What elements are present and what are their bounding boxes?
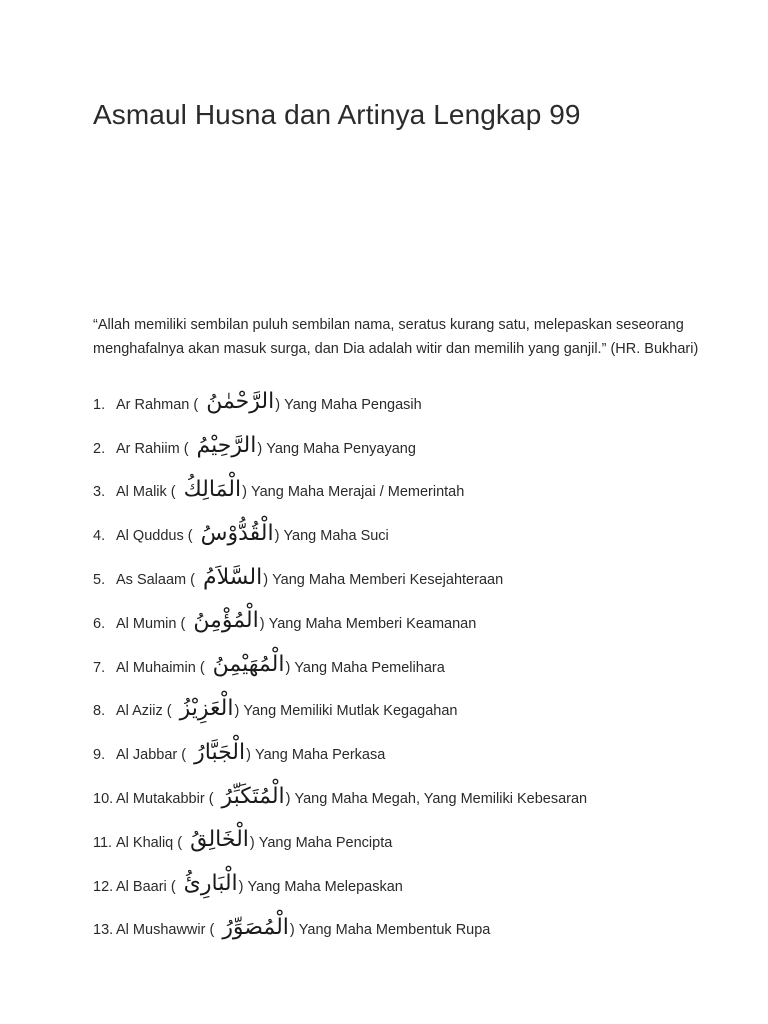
- open-paren: (: [199, 659, 205, 676]
- item-number: 4.: [93, 528, 106, 545]
- item-arabic-name: الْعَزِيْزُ: [179, 695, 234, 721]
- item-arabic-name: الْمُؤْمِنُ: [193, 608, 259, 634]
- open-paren: (: [170, 878, 176, 895]
- close-paren: ): [285, 659, 291, 676]
- item-latin-name: Al Mushawwir: [116, 922, 206, 939]
- item-meaning: Yang Maha Memberi Kesejahteraan: [272, 572, 504, 589]
- open-paren: (: [183, 440, 189, 457]
- open-paren: (: [177, 834, 183, 851]
- close-paren: ): [289, 922, 295, 939]
- item-latin-name: Al Jabbar: [116, 747, 178, 764]
- item-number: 7.: [93, 659, 106, 676]
- item-meaning: Yang Memiliki Mutlak Kegagahan: [243, 703, 458, 720]
- close-paren: ): [275, 396, 281, 413]
- list-item: [93, 821, 587, 865]
- item-arabic-name: الْمُهَيْمِنُ: [212, 652, 285, 678]
- item-number: 9.: [93, 747, 106, 764]
- open-paren: (: [181, 747, 187, 764]
- item-meaning: Yang Maha Perkasa: [255, 747, 386, 764]
- item-meaning: Yang Maha Membentuk Rupa: [298, 922, 491, 939]
- item-arabic-name: الرَّحْمٰنُ: [206, 389, 275, 415]
- list-item: [93, 690, 587, 734]
- item-arabic-name: الْمُتَكَبِّرُ: [221, 783, 285, 809]
- open-paren: (: [209, 922, 215, 939]
- open-paren: (: [170, 484, 176, 501]
- item-meaning: Yang Maha Megah, Yang Memiliki Kebesaran: [294, 791, 588, 808]
- item-meaning: Yang Maha Pencipta: [258, 834, 393, 851]
- item-arabic-name: الْمَالِكُ: [183, 476, 242, 502]
- item-meaning: Yang Maha Penyayang: [266, 440, 416, 457]
- list-item: [93, 602, 587, 646]
- quote-line: menghafalnya akan masuk surga, dan Dia adalah witir dan memilih yang ganjil.” (HR. Bukhari): [93, 341, 699, 357]
- item-meaning: Yang Maha Merajai / Memerintah: [251, 484, 465, 501]
- list-item: [93, 383, 587, 427]
- item-meaning: Yang Maha Memberi Keamanan: [268, 615, 477, 632]
- close-paren: ): [238, 878, 244, 895]
- item-number: 1.: [93, 396, 106, 413]
- list-item: [93, 471, 587, 515]
- item-number: 11.: [93, 834, 113, 851]
- item-latin-name: Al Aziiz: [116, 703, 163, 720]
- item-latin-name: As Salaam: [116, 572, 187, 589]
- item-number: 13.: [93, 922, 114, 939]
- item-arabic-name: السَّلاَمُ: [203, 564, 263, 590]
- open-paren: (: [166, 703, 172, 720]
- close-paren: ): [246, 747, 251, 764]
- close-paren: ): [257, 440, 263, 457]
- close-paren: ): [234, 703, 240, 720]
- item-arabic-name: الْجَبَّارُ: [194, 739, 246, 765]
- item-arabic-name: الرَّحِيْمُ: [196, 433, 257, 459]
- item-arabic-name: الْخَالِقُ: [190, 827, 249, 853]
- asmaul-husna-list: [93, 383, 587, 952]
- open-paren: (: [187, 528, 193, 545]
- item-latin-name: Ar Rahiim: [116, 440, 180, 457]
- list-item: [93, 733, 587, 777]
- close-paren: ): [242, 484, 247, 501]
- item-arabic-name: الْقُدُّوْسُ: [200, 520, 274, 546]
- item-latin-name: Al Mumin: [116, 615, 177, 632]
- item-meaning: Yang Maha Suci: [283, 528, 389, 545]
- item-latin-name: Al Baari: [116, 878, 167, 895]
- list-item: [93, 558, 587, 602]
- item-latin-name: Al Mutakabbir: [116, 791, 205, 808]
- list-item: [93, 777, 587, 821]
- item-meaning: Yang Maha Pemelihara: [294, 659, 445, 676]
- list-item: [93, 514, 587, 558]
- item-latin-name: Al Khaliq: [116, 834, 174, 851]
- open-paren: (: [208, 791, 214, 808]
- item-latin-name: Al Quddus: [116, 528, 184, 545]
- list-item: [93, 909, 587, 953]
- close-paren: ): [263, 572, 269, 589]
- item-number: 10.: [93, 791, 114, 808]
- quote-line: “Allah memiliki sembilan puluh sembilan nama, seratus kurang satu, melepaskan seseorang: [93, 317, 684, 333]
- page-title: Asmaul Husna dan Artinya Lengkap 99: [93, 99, 581, 130]
- item-number: 6.: [93, 615, 106, 632]
- item-latin-name: Al Muhaimin: [116, 659, 196, 676]
- item-latin-name: Ar Rahman: [116, 396, 190, 413]
- open-paren: (: [193, 396, 199, 413]
- item-meaning: Yang Maha Melepaskan: [247, 878, 403, 895]
- item-latin-name: Al Malik: [116, 484, 167, 501]
- close-paren: ): [249, 834, 255, 851]
- item-number: 2.: [93, 440, 106, 457]
- item-number: 5.: [93, 572, 106, 589]
- item-number: 12.: [93, 878, 114, 895]
- list-item: [93, 427, 587, 471]
- list-item: [93, 646, 587, 690]
- close-paren: ): [274, 528, 280, 545]
- item-arabic-name: الْمُصَوِّرُ: [222, 914, 289, 940]
- hadith-quote: [93, 313, 733, 361]
- open-paren: (: [180, 615, 186, 632]
- close-paren: ): [259, 615, 265, 632]
- item-number: 8.: [93, 703, 106, 720]
- close-paren: ): [285, 791, 291, 808]
- open-paren: (: [190, 572, 195, 589]
- item-arabic-name: الْبَارِئُ: [183, 871, 238, 897]
- list-item: [93, 865, 587, 909]
- item-number: 3.: [93, 484, 106, 501]
- item-meaning: Yang Maha Pengasih: [284, 396, 422, 413]
